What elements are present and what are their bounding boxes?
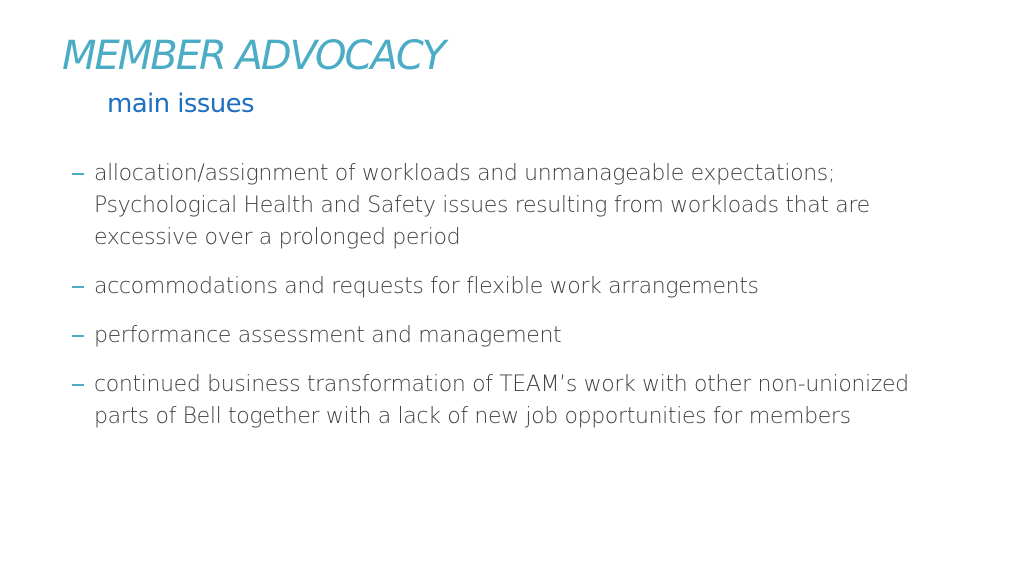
- dash-bullet-icon: [72, 286, 84, 288]
- dash-bullet-icon: [72, 335, 84, 337]
- bullet-text: allocation/assignment of workloads and unmanageable expectations; Psychological Health and Safety issues resulting from workloads that are excessive over a prolonged period: [94, 161, 870, 250]
- bullet-item: [62, 369, 962, 433]
- bullet-text: accommodations and requests for flexible work arrangements: [94, 274, 759, 299]
- bullet-text: continued business transformation of TEAM’s work with other non-unionized parts of Bell together with a lack of new job opportunities for members: [94, 372, 909, 429]
- bullet-text: performance assessment and management: [94, 323, 562, 348]
- dash-bullet-icon: [72, 173, 84, 175]
- bullet-list: [62, 158, 962, 450]
- bullet-item: [62, 271, 962, 303]
- bullet-item: [62, 320, 962, 352]
- dash-bullet-icon: [72, 384, 84, 386]
- bullet-item: [62, 158, 962, 254]
- slide-title: MEMBER ADVOCACY: [62, 33, 445, 79]
- slide-subtitle: main issues: [107, 89, 254, 119]
